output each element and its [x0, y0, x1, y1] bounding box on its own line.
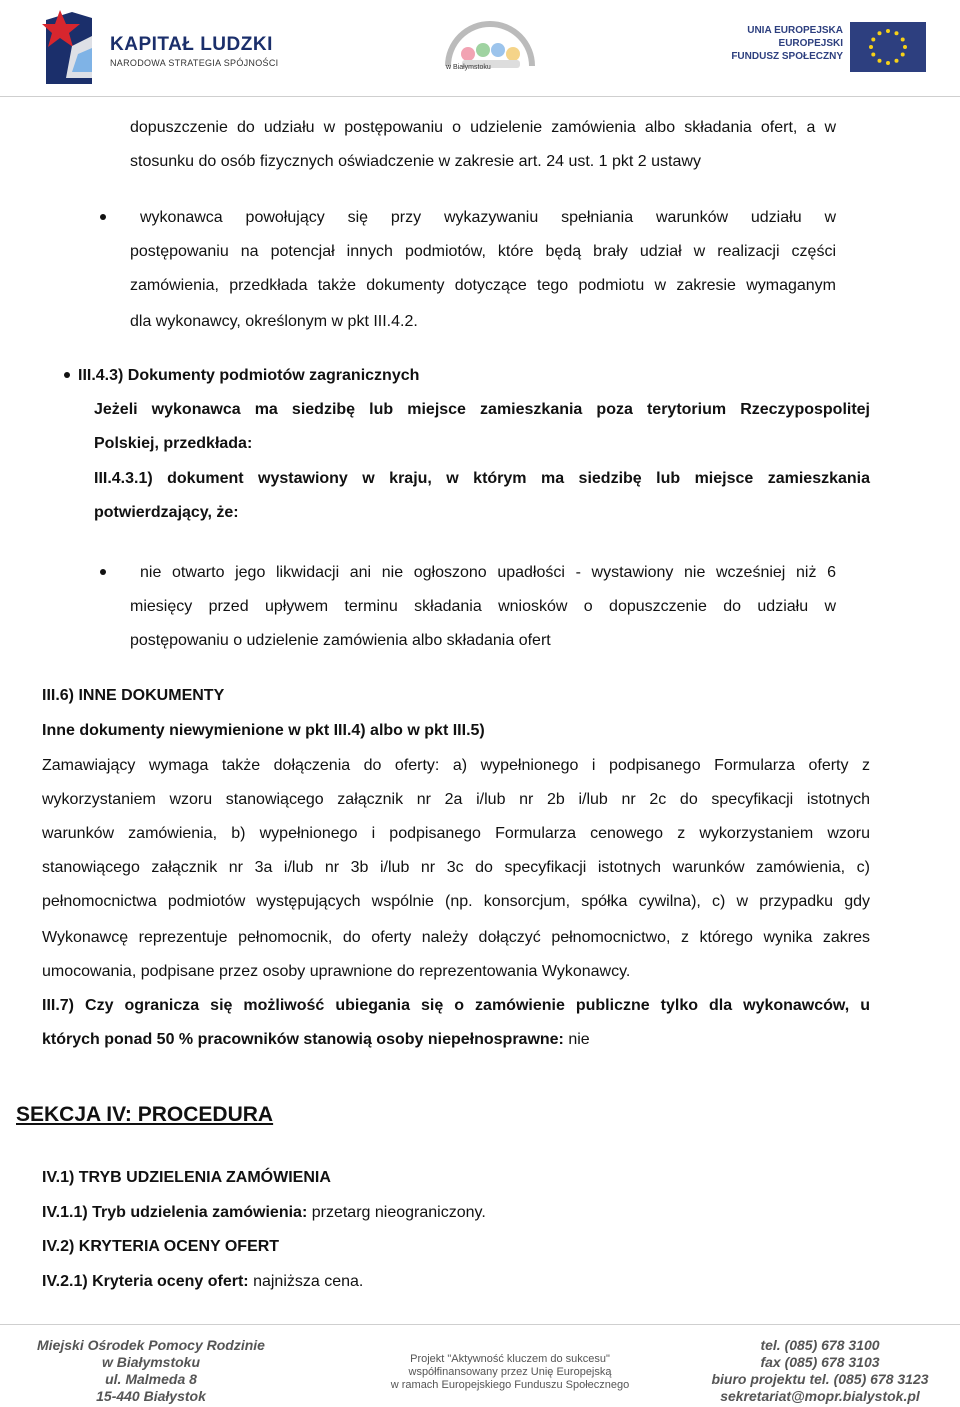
page-header [0, 0, 960, 97]
section-heading: IV.1) TRYB UDZIELENIA ZAMÓWIENIA [42, 1169, 331, 1186]
page-footer [0, 1324, 960, 1407]
field-label: IV.1.1) Tryb udzielenia zamówienia: [42, 1204, 308, 1221]
section-heading: IV.2) KRYTERIA OCENY OFERT [42, 1238, 280, 1255]
bullet-line: nie otwarto jego likwidacji ani nie ogłoszono upadłości - wystawiony nie wcześniej niż 6 [140, 564, 836, 581]
field-line [42, 1203, 486, 1223]
field-value: przetarg nieograniczony. [311, 1204, 486, 1221]
paragraph-line: pełnomocnictwa podmiotów występujących wspólnie (np. konsorcjum, spółka cywilna), c) w przypadku gdy [42, 893, 870, 910]
question-answer: nie [568, 1031, 590, 1048]
paragraph-line: Wykonawcę reprezentuje pełnomocnik, do oferty należy dołączyć pełnomocnictwo, z którego wynika zakres [42, 929, 870, 946]
footer-line: fax (085) 678 3103 [760, 1354, 880, 1370]
question-label: których ponad 50 % pracowników stanowią osoby niepełnosprawne: [42, 1031, 564, 1048]
bold-line: Inne dokumenty niewymienione w pkt III.4) albo w pkt III.5) [42, 722, 485, 739]
eu-line: UNIA EUROPEJSKA [747, 25, 843, 36]
footer-line: tel. (085) 678 3100 [760, 1337, 880, 1353]
eu-line: FUNDUSZ SPOŁECZNY [731, 51, 843, 62]
paragraph-line: warunków zamówienia, b) wypełnionego i podpisanego Formularza cenowego z wykorzystaniem wzoru [42, 825, 870, 842]
kapital-ludzki-subtitle: NARODOWA STRATEGIA SPÓJNOŚCI [110, 58, 279, 68]
bullet-line: dla wykonawcy, określonym w pkt III.4.2. [130, 313, 418, 330]
footer-line: w Białymstoku [101, 1354, 201, 1370]
paragraph-line: stanowiącego załącznik nr 3a i/lub nr 3b i/lub nr 3c do specyfikacji istotnych warunków zamówienia, c) [42, 859, 870, 876]
paragraph-line: umocowania, podpisane przez osoby uprawnione do reprezentowania Wykonawcy. [42, 963, 631, 980]
bullet-icon [100, 569, 106, 575]
footer-line: Miejski Ośrodek Pomocy Rodzinie [37, 1337, 265, 1353]
paragraph-line: dopuszczenie do udziału w postępowaniu o udzielenie zamówienia albo składania ofert, a w [130, 119, 836, 136]
bullet-line: postępowaniu na potencjał innych podmiotów, które będą brały udział w realizacji części [130, 243, 836, 260]
bullet-line: zamówienia, przedkłada także dokumenty dotyczące tego podmiotu w zakresie wymaganym [130, 277, 836, 294]
bullet-line: miesięcy przed upływem terminu składania wniosków o dopuszczenie do udziału w [130, 598, 836, 615]
footer-line: Projekt "Aktywność kluczem do sukcesu" [410, 1353, 610, 1365]
field-label: IV.2.1) Kryteria oceny ofert: [42, 1273, 249, 1290]
paragraph-line: Zamawiający wymaga także dołączenia do oferty: a) wypełnionego i podpisanego Formularza oferty z [42, 757, 870, 774]
footer-line: sekretariat@mopr.bialystok.pl [720, 1388, 920, 1404]
mopr-logo-caption: w Białymstoku [446, 64, 491, 71]
footer-line: biuro projektu tel. (085) 678 3123 [711, 1371, 929, 1387]
footer-project [360, 1353, 660, 1392]
field-line [42, 1272, 363, 1292]
section-heading: III.4.3) Dokumenty podmiotów zagranicznych [78, 367, 420, 384]
eu-line: EUROPEJSKI [778, 38, 843, 49]
footer-address [36, 1337, 266, 1405]
field-value: najniższa cena. [253, 1273, 364, 1290]
bold-line: III.7) Czy ogranicza się możliwość ubiegania się o zamówienie publiczne tylko dla wykonawców, u [42, 997, 870, 1014]
eu-logo-text [705, 24, 843, 63]
paragraph-line: wykorzystaniem wzoru stanowiącego załącznik nr 2a i/lub nr 2b i/lub nr 2c do specyfikacji istotnych [42, 791, 870, 808]
question-line [42, 1030, 590, 1050]
section-heading: III.6) INNE DOKUMENTY [42, 687, 225, 704]
section-title: SEKCJA IV: PROCEDURA [16, 1103, 274, 1126]
bullet-line: postępowaniu o udzielenie zamówienia albo składania ofert [130, 632, 551, 649]
bullet-icon [64, 372, 70, 378]
bold-line: Polskiej, przedkłada: [94, 435, 253, 452]
eu-flag-icon [850, 22, 926, 72]
bullet-icon [100, 214, 106, 220]
footer-contact [690, 1337, 950, 1405]
bold-line: Jeżeli wykonawca ma siedzibę lub miejsce zamieszkania poza terytorium Rzeczypospolitej [94, 401, 870, 418]
bold-line: potwierdzający, że: [94, 504, 239, 521]
footer-line: współfinansowany przez Unię Europejską [408, 1366, 612, 1378]
footer-line: w ramach Europejskiego Funduszu Społecznego [390, 1379, 630, 1391]
bold-line: III.4.3.1) dokument wystawiony w kraju, w którym ma siedzibę lub miejsce zamieszkania [94, 470, 870, 487]
footer-line: ul. Malmeda 8 [105, 1371, 197, 1387]
bullet-line: wykonawca powołujący się przy wykazywaniu spełniania warunków udziału w [140, 209, 836, 226]
kapital-ludzki-title: KAPITAŁ LUDZKI [110, 34, 273, 55]
footer-line: 15-440 Białystok [96, 1388, 206, 1404]
paragraph-line: stosunku do osób fizycznych oświadczenie w zakresie art. 24 ust. 1 pkt 2 ustawy [130, 153, 701, 170]
